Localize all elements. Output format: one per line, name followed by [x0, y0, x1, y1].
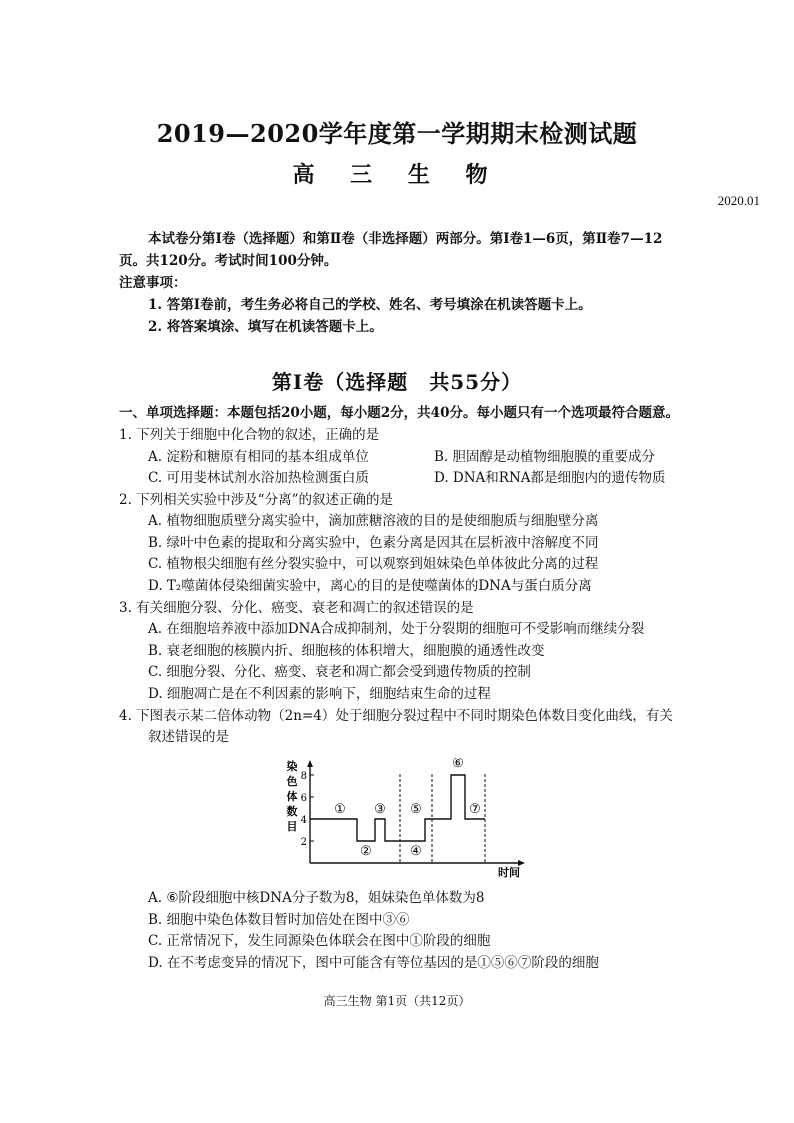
subject-title: 高 三 生 物: [292, 162, 502, 188]
question-1-option-a: A. 淀粉和糖原有相同的基本组成单位: [148, 449, 369, 465]
question-4-option-c: C. 正常情况下，发生同源染色体联会在图中①阶段的细胞: [148, 933, 491, 949]
question-4-option-b: B. 细胞中染色体数目暂时加倍处在图中③⑥: [148, 912, 410, 928]
chart-stage-label: ②: [360, 844, 372, 859]
chart-y-label-char: 染: [286, 760, 298, 773]
question-4-option-d: D. 在不考虑变异的情况下，图中可能含有等位基因的是①⑤⑥⑦阶段的细胞: [148, 955, 599, 971]
chart-stage-label: ③: [374, 802, 386, 817]
chart-stage-label: ⑥: [452, 758, 464, 771]
question-4-option-a: A. ⑥阶段细胞中核DNA分子数为8，姐妹染色单体数为8: [148, 890, 485, 906]
question-2-option-d: D. T₂噬菌体侵染细菌实验中，离心的目的是使噬菌体的DNA与蛋白质分离: [148, 578, 592, 594]
question-2-option-b: B. 绿叶中色素的提取和分离实验中，色素分离是因其在层析液中溶解度不同: [148, 535, 599, 551]
chart-y-label-char: 数: [286, 805, 298, 818]
chromosome-count-chart: [285, 758, 535, 878]
question-3-option-a: A. 在细胞培养液中添加DNA合成抑制剂，处于分裂期的细胞可不受影响而继续分裂: [148, 621, 645, 637]
question-2-option-a: A. 植物细胞质壁分离实验中，滴加蔗糖溶液的目的是使细胞质与细胞壁分离: [148, 513, 599, 529]
chart-y-arrow: [307, 760, 313, 767]
exam-date: 2020.01: [717, 193, 760, 208]
question-4-stem: 4. 下图表示某二倍体动物（2n=4）处于细胞分裂过程中不同时期染色体数目变化曲线，有关: [119, 708, 673, 724]
chart-stage-label: ⑤: [410, 802, 422, 817]
chart-y-label-char: 体: [286, 790, 298, 803]
exam-title: 2019—2020学年度第一学期期末检测试题: [156, 119, 638, 148]
notice-item-2: 2. 将答案填涂、填写在机读答题卡上。: [148, 319, 383, 335]
chart-y-label-char: 目: [286, 820, 298, 833]
chart-y-tick-label: 2: [300, 837, 307, 848]
intro-line-1: 本试卷分第Ⅰ卷（选择题）和第Ⅱ卷（非选择题）两部分。第Ⅰ卷1—6页，第Ⅱ卷7—12: [148, 231, 663, 247]
question-3-option-b: B. 衰老细胞的核膜内折、细胞核的体积增大，细胞膜的通透性改变: [148, 643, 545, 659]
question-3-stem: 3. 有关细胞分裂、分化、癌变、衰老和凋亡的叙述错误的是: [119, 600, 474, 616]
question-1-stem: 1. 下列关于细胞中化合物的叙述，正确的是: [119, 427, 380, 443]
section-title: 第Ⅰ卷（选择题 共55分）: [271, 370, 523, 394]
question-3-option-c: C. 细胞分裂、分化、癌变、衰老和凋亡都会受到遗传物质的控制: [148, 664, 531, 680]
chart-y-axis-label: [287, 759, 298, 833]
chart-y-tick-label: 8: [300, 771, 307, 782]
section-instruction: 一、单项选择题：本题包括20小题，每小题2分，共40分。每小题只有一个选项最符合题意。: [119, 405, 679, 421]
page-footer: 高三生物 第1页（共12页）: [323, 994, 471, 1008]
chart-stage-label: ①: [334, 802, 346, 817]
intro-line-2: 页。共120分。考试时间100分钟。: [119, 253, 338, 269]
chart-stage-label: ④: [410, 844, 422, 859]
notice-title: 注意事项：: [119, 275, 187, 291]
chart-x-axis-label: 时间: [498, 866, 520, 878]
notice-item-1: 1. 答第Ⅰ卷前，考生务必将自己的学校、姓名、考号填涂在机读答题卡上。: [148, 297, 592, 313]
question-3-option-d: D. 细胞凋亡是在不利因素的影响下，细胞结束生命的过程: [148, 686, 491, 702]
question-1-option-d: D. DNA和RNA都是细胞内的遗传物质: [434, 470, 666, 486]
question-2-stem: 2. 下列相关实验中涉及“分离”的叙述正确的是: [119, 492, 393, 508]
question-1-option-c: C. 可用斐林试剂水浴加热检测蛋白质: [148, 470, 369, 486]
question-1-option-b: B. 胆固醇是动植物细胞膜的重要成分: [434, 449, 656, 465]
question-4-stem-cont: 叙述错误的是: [148, 729, 229, 745]
question-2-option-c: C. 植物根尖细胞有丝分裂实验中，可以观察到姐妹染色单体彼此分离的过程: [148, 556, 599, 572]
chart-y-tick-label: 6: [300, 793, 307, 804]
chart-stage-label: ⑦: [469, 802, 481, 817]
chart-y-label-char: 色: [286, 775, 298, 788]
chart-y-tick-label: 4: [300, 815, 307, 826]
